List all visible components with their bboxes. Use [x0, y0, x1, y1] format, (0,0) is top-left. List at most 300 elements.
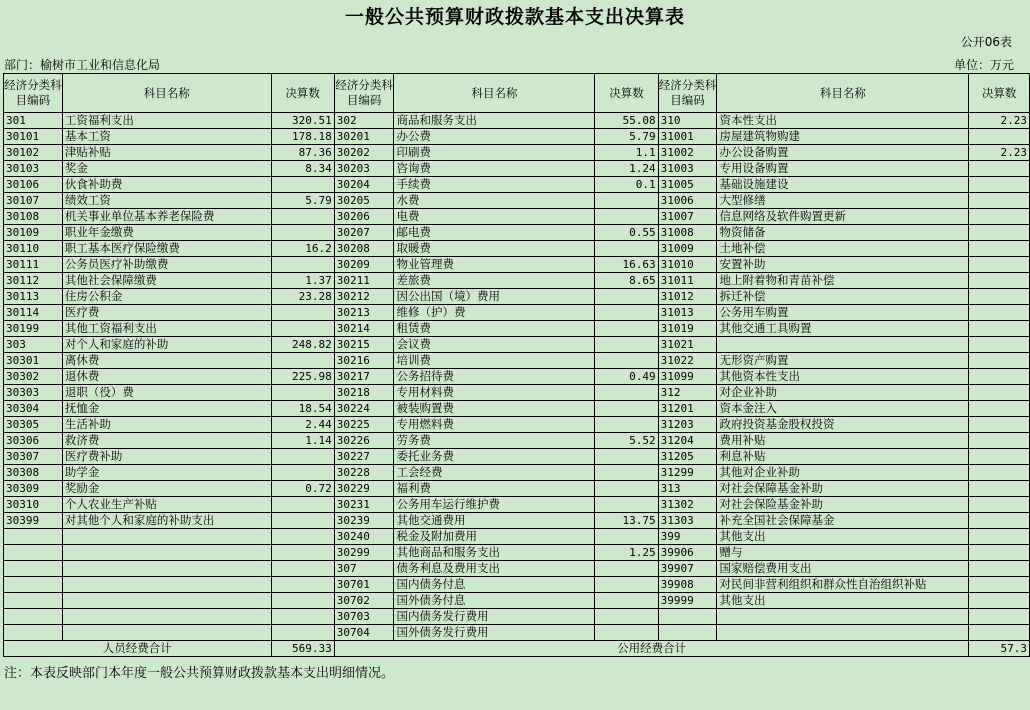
cell-amount: 5.52	[595, 433, 658, 449]
cell-code: 30306	[4, 433, 63, 449]
cell-code: 31009	[658, 241, 717, 257]
cell-name: 赠与	[717, 545, 969, 561]
cell-code: 31099	[658, 369, 717, 385]
cell-name: 其他资本性支出	[717, 369, 969, 385]
cell-amount	[969, 321, 1030, 337]
cell-name: 退职（役）费	[62, 385, 271, 401]
cell-amount: 87.36	[271, 145, 334, 161]
header-name: 科目名称	[394, 74, 595, 113]
cell-amount	[271, 513, 334, 529]
cell-name: 其他交通费用	[394, 513, 595, 529]
cell-code: 30231	[334, 497, 394, 513]
cell-amount	[969, 449, 1030, 465]
cell-code	[4, 625, 63, 641]
cell-code: 31299	[658, 465, 717, 481]
cell-code: 31022	[658, 353, 717, 369]
cell-name: 生活补助	[62, 417, 271, 433]
table-row	[4, 289, 1030, 305]
cell-name: 奖励金	[62, 481, 271, 497]
cell-code: 30227	[334, 449, 394, 465]
cell-name: 国外债务发行费用	[394, 625, 595, 641]
cell-amount	[271, 209, 334, 225]
cell-name: 取暖费	[394, 241, 595, 257]
cell-name: 大型修缮	[717, 193, 969, 209]
cell-amount	[969, 465, 1030, 481]
cell-amount	[969, 577, 1030, 593]
cell-amount: 1.25	[595, 545, 658, 561]
cell-amount	[271, 353, 334, 369]
cell-amount	[969, 161, 1030, 177]
cell-name: 国家赔偿费用支出	[717, 561, 969, 577]
cell-code: 31201	[658, 401, 717, 417]
cell-name: 劳务费	[394, 433, 595, 449]
cell-name: 公务员医疗补助缴费	[62, 257, 271, 273]
table-row	[4, 161, 1030, 177]
cell-code: 30205	[334, 193, 394, 209]
cell-amount: 225.98	[271, 369, 334, 385]
table-row	[4, 257, 1030, 273]
cell-code: 30213	[334, 305, 394, 321]
cell-code: 31203	[658, 417, 717, 433]
cell-code: 30703	[334, 609, 394, 625]
cell-code: 30202	[334, 145, 394, 161]
table-row	[4, 177, 1030, 193]
cell-amount	[969, 193, 1030, 209]
cell-amount: 1.37	[271, 273, 334, 289]
cell-code: 30307	[4, 449, 63, 465]
cell-amount: 0.55	[595, 225, 658, 241]
expenditure-table	[3, 73, 1030, 657]
table-row	[4, 529, 1030, 545]
cell-code: 30226	[334, 433, 394, 449]
cell-code: 31010	[658, 257, 717, 273]
cell-name: 奖金	[62, 161, 271, 177]
header-code: 经济分类科目编码	[334, 74, 394, 113]
cell-amount	[271, 321, 334, 337]
cell-name: 对社会保障基金补助	[717, 481, 969, 497]
cell-name: 退休费	[62, 369, 271, 385]
footnote: 注：本表反映部门本年度一般公共预算财政拨款基本支出明细情况。	[4, 666, 395, 681]
cell-amount	[969, 385, 1030, 401]
table-row	[4, 577, 1030, 593]
table-row	[4, 481, 1030, 497]
cell-name: 绩效工资	[62, 193, 271, 209]
cell-amount: 1.1	[595, 145, 658, 161]
cell-amount	[271, 625, 334, 641]
cell-code	[4, 577, 63, 593]
cell-name: 公务用车购置	[717, 305, 969, 321]
cell-name: 助学金	[62, 465, 271, 481]
cell-amount	[969, 545, 1030, 561]
header-amount: 决算数	[271, 74, 334, 113]
cell-name: 对企业补助	[717, 385, 969, 401]
table-row	[4, 145, 1030, 161]
cell-code: 30228	[334, 465, 394, 481]
cell-code: 30113	[4, 289, 63, 305]
cell-code: 31007	[658, 209, 717, 225]
cell-amount	[271, 177, 334, 193]
table-row	[4, 353, 1030, 369]
cell-name: 其他支出	[717, 529, 969, 545]
cell-name: 会议费	[394, 337, 595, 353]
cell-code: 399	[658, 529, 717, 545]
table-row	[4, 465, 1030, 481]
table-row	[4, 369, 1030, 385]
table-row	[4, 225, 1030, 241]
cell-code: 30211	[334, 273, 394, 289]
cell-name: 其他商品和服务支出	[394, 545, 595, 561]
public-total-label: 公用经费合计	[334, 641, 969, 657]
cell-amount	[595, 561, 658, 577]
table-row	[4, 129, 1030, 145]
table-row	[4, 545, 1030, 561]
cell-code	[4, 593, 63, 609]
cell-name	[62, 529, 271, 545]
cell-code: 30203	[334, 161, 394, 177]
cell-code: 31013	[658, 305, 717, 321]
cell-amount	[969, 481, 1030, 497]
cell-name: 专用燃料费	[394, 417, 595, 433]
cell-name: 福利费	[394, 481, 595, 497]
cell-amount	[969, 513, 1030, 529]
cell-amount	[969, 625, 1030, 641]
cell-amount	[595, 497, 658, 513]
cell-amount	[271, 305, 334, 321]
cell-name: 培训费	[394, 353, 595, 369]
cell-code: 30214	[334, 321, 394, 337]
cell-name: 差旅费	[394, 273, 595, 289]
cell-name: 印刷费	[394, 145, 595, 161]
cell-name: 基本工资	[62, 129, 271, 145]
cell-amount	[271, 593, 334, 609]
cell-code: 30109	[4, 225, 63, 241]
header-code: 经济分类科目编码	[4, 74, 63, 113]
cell-name: 租赁费	[394, 321, 595, 337]
cell-amount: 1.14	[271, 433, 334, 449]
cell-name: 伙食补助费	[62, 177, 271, 193]
table-row	[4, 401, 1030, 417]
cell-code: 302	[334, 113, 394, 129]
cell-name: 被装购置费	[394, 401, 595, 417]
cell-code: 30204	[334, 177, 394, 193]
cell-name: 补充全国社会保障基金	[717, 513, 969, 529]
cell-code: 30108	[4, 209, 63, 225]
cell-name	[717, 337, 969, 353]
cell-amount	[595, 593, 658, 609]
cell-name: 专用材料费	[394, 385, 595, 401]
cell-amount	[969, 529, 1030, 545]
cell-amount	[595, 321, 658, 337]
cell-code: 39999	[658, 593, 717, 609]
cell-code: 30110	[4, 241, 63, 257]
cell-name: 离休费	[62, 353, 271, 369]
table-row	[4, 273, 1030, 289]
cell-name: 工会经费	[394, 465, 595, 481]
cell-code: 30217	[334, 369, 394, 385]
cell-code: 30218	[334, 385, 394, 401]
cell-name: 津贴补贴	[62, 145, 271, 161]
cell-name: 手续费	[394, 177, 595, 193]
cell-amount	[969, 593, 1030, 609]
cell-amount: 18.54	[271, 401, 334, 417]
cell-code: 31001	[658, 129, 717, 145]
cell-code: 31204	[658, 433, 717, 449]
cell-name: 机关事业单位基本养老保险费	[62, 209, 271, 225]
cell-amount	[595, 417, 658, 433]
cell-amount: 320.51	[271, 113, 334, 129]
cell-amount: 178.18	[271, 129, 334, 145]
cell-amount	[271, 577, 334, 593]
cell-code: 30301	[4, 353, 63, 369]
cell-code: 30106	[4, 177, 63, 193]
cell-name: 职工基本医疗保险缴费	[62, 241, 271, 257]
cell-amount: 0.72	[271, 481, 334, 497]
table-row	[4, 449, 1030, 465]
cell-name: 无形资产购置	[717, 353, 969, 369]
cell-amount	[969, 369, 1030, 385]
cell-name: 利息补贴	[717, 449, 969, 465]
cell-amount	[271, 497, 334, 513]
cell-name: 费用补贴	[717, 433, 969, 449]
cell-code: 30225	[334, 417, 394, 433]
cell-name	[717, 609, 969, 625]
cell-amount	[595, 337, 658, 353]
cell-name	[62, 593, 271, 609]
totals-row	[4, 641, 1030, 657]
cell-amount	[595, 625, 658, 641]
cell-code: 30239	[334, 513, 394, 529]
cell-name: 公务用车运行维护费	[394, 497, 595, 513]
cell-amount	[969, 609, 1030, 625]
cell-name: 税金及附加费用	[394, 529, 595, 545]
table-row	[4, 609, 1030, 625]
cell-amount: 2.44	[271, 417, 334, 433]
cell-amount	[969, 497, 1030, 513]
cell-code: 30701	[334, 577, 394, 593]
table-row	[4, 625, 1030, 641]
report-title: 一般公共预算财政拨款基本支出决算表	[344, 6, 685, 28]
table-row	[4, 593, 1030, 609]
cell-code: 39906	[658, 545, 717, 561]
cell-name	[62, 561, 271, 577]
cell-name: 办公费	[394, 129, 595, 145]
header-name: 科目名称	[62, 74, 271, 113]
cell-name: 商品和服务支出	[394, 113, 595, 129]
cell-amount	[271, 385, 334, 401]
cell-amount: 8.34	[271, 161, 334, 177]
cell-amount	[271, 545, 334, 561]
cell-amount: 8.65	[595, 273, 658, 289]
cell-name: 医疗费	[62, 305, 271, 321]
cell-code: 303	[4, 337, 63, 353]
cell-amount	[595, 529, 658, 545]
cell-code: 39907	[658, 561, 717, 577]
cell-code: 301	[4, 113, 63, 129]
header-amount: 决算数	[595, 74, 658, 113]
cell-amount: 248.82	[271, 337, 334, 353]
cell-name: 资本性支出	[717, 113, 969, 129]
cell-amount	[595, 465, 658, 481]
table-body	[4, 113, 1030, 641]
cell-code: 30107	[4, 193, 63, 209]
cell-name: 水费	[394, 193, 595, 209]
cell-amount: 2.23	[969, 113, 1030, 129]
cell-code: 31012	[658, 289, 717, 305]
cell-code: 31011	[658, 273, 717, 289]
cell-amount	[595, 209, 658, 225]
cell-amount	[595, 577, 658, 593]
personnel-total-label: 人员经费合计	[4, 641, 272, 657]
cell-amount	[969, 209, 1030, 225]
cell-code: 30215	[334, 337, 394, 353]
cell-amount	[969, 433, 1030, 449]
cell-code	[658, 625, 717, 641]
cell-amount	[969, 289, 1030, 305]
cell-amount	[595, 289, 658, 305]
cell-amount	[969, 417, 1030, 433]
cell-amount	[969, 561, 1030, 577]
cell-amount	[969, 177, 1030, 193]
cell-code: 39908	[658, 577, 717, 593]
cell-code: 31005	[658, 177, 717, 193]
table-row	[4, 385, 1030, 401]
cell-amount	[271, 225, 334, 241]
cell-name: 信息网络及软件购置更新	[717, 209, 969, 225]
cell-amount: 0.1	[595, 177, 658, 193]
cell-name: 因公出国（境）费用	[394, 289, 595, 305]
cell-amount	[969, 353, 1030, 369]
cell-code: 31021	[658, 337, 717, 353]
header-name: 科目名称	[717, 74, 969, 113]
cell-code: 30305	[4, 417, 63, 433]
cell-name: 物业管理费	[394, 257, 595, 273]
cell-code: 30310	[4, 497, 63, 513]
cell-amount	[969, 401, 1030, 417]
cell-code	[4, 609, 63, 625]
cell-name: 债务利息及费用支出	[394, 561, 595, 577]
cell-code: 30114	[4, 305, 63, 321]
cell-amount	[595, 241, 658, 257]
table-row	[4, 417, 1030, 433]
cell-code: 310	[658, 113, 717, 129]
table-header-row	[4, 74, 1030, 113]
cell-code: 30112	[4, 273, 63, 289]
cell-name: 拆迁补偿	[717, 289, 969, 305]
cell-amount	[271, 465, 334, 481]
cell-code: 312	[658, 385, 717, 401]
cell-amount: 1.24	[595, 161, 658, 177]
cell-name: 专用设备购置	[717, 161, 969, 177]
table-row	[4, 433, 1030, 449]
cell-name	[62, 609, 271, 625]
cell-name: 医疗费补助	[62, 449, 271, 465]
cell-name	[62, 625, 271, 641]
cell-name: 地上附着物和青苗补偿	[717, 273, 969, 289]
cell-code: 31008	[658, 225, 717, 241]
unit-label: 单位：万元	[953, 58, 1014, 72]
cell-amount	[595, 449, 658, 465]
table-row	[4, 193, 1030, 209]
cell-code: 30216	[334, 353, 394, 369]
cell-amount	[595, 193, 658, 209]
cell-name: 其他交通工具购置	[717, 321, 969, 337]
cell-name: 个人农业生产补贴	[62, 497, 271, 513]
table-code: 公开06表	[960, 35, 1012, 49]
cell-code: 30240	[334, 529, 394, 545]
cell-code: 31019	[658, 321, 717, 337]
cell-code: 313	[658, 481, 717, 497]
cell-code: 30201	[334, 129, 394, 145]
cell-name: 住房公积金	[62, 289, 271, 305]
cell-code: 30299	[334, 545, 394, 561]
cell-code: 30206	[334, 209, 394, 225]
cell-name: 国外债务付息	[394, 593, 595, 609]
table-row	[4, 497, 1030, 513]
cell-code: 30111	[4, 257, 63, 273]
cell-name	[62, 545, 271, 561]
cell-name: 其他支出	[717, 593, 969, 609]
cell-name: 物资储备	[717, 225, 969, 241]
cell-name: 房屋建筑物购建	[717, 129, 969, 145]
cell-amount	[271, 529, 334, 545]
cell-amount	[969, 129, 1030, 145]
cell-name: 电费	[394, 209, 595, 225]
cell-code: 30229	[334, 481, 394, 497]
cell-amount	[595, 609, 658, 625]
cell-name: 职业年金缴费	[62, 225, 271, 241]
cell-name: 资本金注入	[717, 401, 969, 417]
cell-code	[4, 529, 63, 545]
cell-code: 31303	[658, 513, 717, 529]
cell-amount	[969, 273, 1030, 289]
cell-code: 31003	[658, 161, 717, 177]
cell-amount: 0.49	[595, 369, 658, 385]
cell-name: 对个人和家庭的补助	[62, 337, 271, 353]
cell-code: 30209	[334, 257, 394, 273]
cell-amount: 2.23	[969, 145, 1030, 161]
cell-code: 31006	[658, 193, 717, 209]
cell-name: 工资福利支出	[62, 113, 271, 129]
cell-name: 咨询费	[394, 161, 595, 177]
cell-code: 30102	[4, 145, 63, 161]
cell-code: 30208	[334, 241, 394, 257]
cell-name: 办公设备购置	[717, 145, 969, 161]
table-row	[4, 513, 1030, 529]
cell-amount: 16.63	[595, 257, 658, 273]
header-amount: 决算数	[969, 74, 1030, 113]
cell-code: 30302	[4, 369, 63, 385]
cell-name	[717, 625, 969, 641]
cell-code: 30212	[334, 289, 394, 305]
cell-name: 国内债务发行费用	[394, 609, 595, 625]
cell-name: 其他工资福利支出	[62, 321, 271, 337]
cell-code: 30101	[4, 129, 63, 145]
cell-name: 国内债务付息	[394, 577, 595, 593]
cell-amount	[969, 257, 1030, 273]
cell-name: 救济费	[62, 433, 271, 449]
table-row	[4, 561, 1030, 577]
cell-amount	[969, 241, 1030, 257]
cell-name: 基础设施建设	[717, 177, 969, 193]
table-row	[4, 337, 1030, 353]
cell-amount	[595, 353, 658, 369]
cell-name: 其他社会保障缴费	[62, 273, 271, 289]
cell-amount	[271, 449, 334, 465]
cell-name: 公务招待费	[394, 369, 595, 385]
cell-name: 邮电费	[394, 225, 595, 241]
header-code: 经济分类科目编码	[658, 74, 717, 113]
table-row	[4, 209, 1030, 225]
